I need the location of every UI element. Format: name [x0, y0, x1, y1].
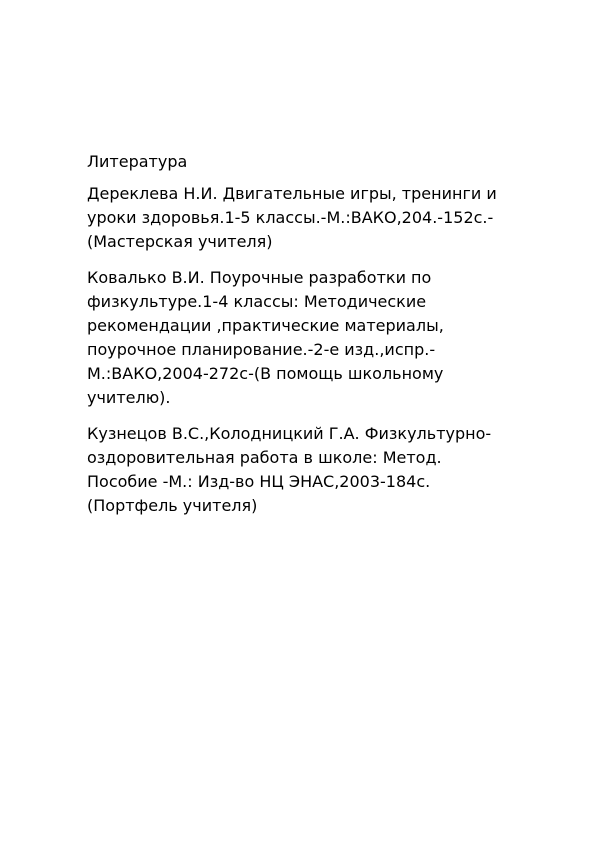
- reference-line: учителю).: [87, 388, 171, 407]
- reference-line: (Портфель учителя): [87, 496, 258, 515]
- reference-line: (Мастерская учителя): [87, 232, 273, 251]
- reference-line: Ковалько В.И. Поурочные разработки по: [87, 268, 432, 287]
- page-title: Литература: [87, 152, 188, 171]
- reference-item-3: [87, 422, 557, 518]
- reference-line: рекомендации ,практические материалы,: [87, 316, 444, 335]
- reference-line: физкультуре.1-4 классы: Методические: [87, 292, 427, 311]
- reference-line: М.:ВАКО,2004-272с-(В помощь школьному: [87, 364, 444, 383]
- reference-line: поурочное планирование.-2-е изд.,испр.-: [87, 340, 436, 359]
- reference-line: Пособие -М.: Изд-во НЦ ЭНАС,2003-184с.: [87, 472, 431, 491]
- reference-line: Дереклева Н.И. Двигательные игры, тренинги и: [87, 184, 497, 203]
- reference-item-1: [87, 182, 557, 254]
- document-content: [87, 150, 557, 530]
- reference-line: уроки здоровья.1-5 классы.-М.:ВАКО,204.-152с.-: [87, 208, 494, 227]
- reference-line: Кузнецов В.С.,Колодницкий Г.А. Физкультурно-: [87, 424, 492, 443]
- reference-item-2: [87, 266, 557, 410]
- reference-line: оздоровительная работа в школе: Метод.: [87, 448, 442, 467]
